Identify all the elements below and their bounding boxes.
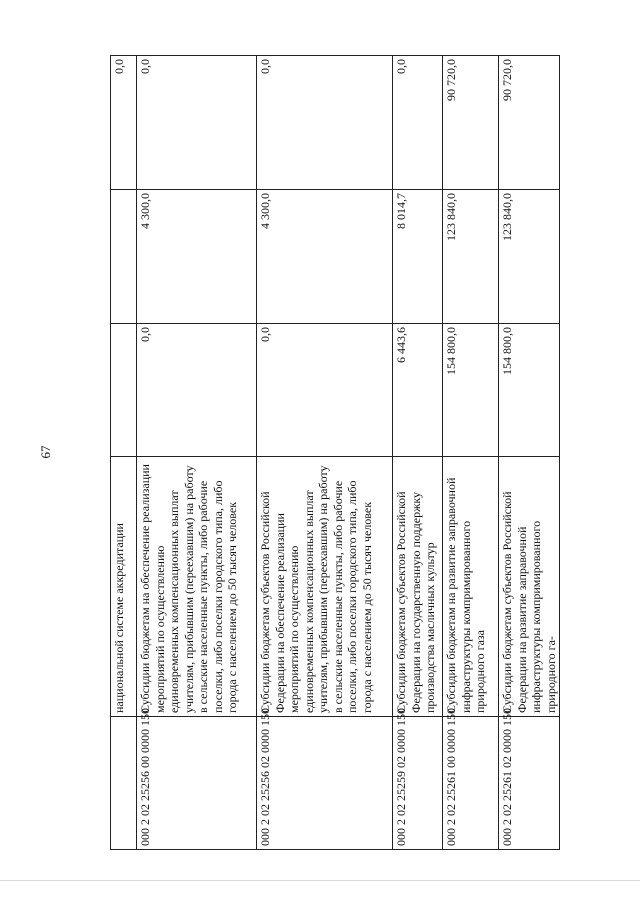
- budget-table: [110, 55, 560, 850]
- row-name: Субсидии бюджетам субъектов Российской Федерации на развитие заправочной инфраструктуры компримированного природного га-: [499, 457, 560, 717]
- row-value-3: 0,0: [137, 56, 257, 190]
- row-value-1: 6 443,6: [393, 324, 443, 457]
- row-code: [111, 717, 137, 850]
- row-name: Субсидии бюджетам субъектов Российской Федерации на государственную поддержку производства масличных культур: [393, 457, 443, 717]
- table-row: [443, 56, 499, 850]
- row-value-1: 154 800,0: [443, 324, 499, 457]
- row-value-1: [111, 324, 137, 457]
- row-code: 000 2 02 25256 00 0000 150: [137, 717, 257, 850]
- row-value-3: 90 720,0: [443, 56, 499, 190]
- row-value-2: 123 840,0: [443, 190, 499, 324]
- row-name: Субсидии бюджетам на развитие заправочной инфраструктуры компримированного природного газа: [443, 457, 499, 717]
- row-code: 000 2 02 25259 02 0000 150: [393, 717, 443, 850]
- budget-table-container: [110, 56, 558, 850]
- row-value-1: 0,0: [137, 324, 257, 457]
- row-value-3: 0,0: [111, 56, 137, 190]
- row-value-3: 90 720,0: [499, 56, 560, 190]
- row-value-3: 0,0: [393, 56, 443, 190]
- row-value-2: [111, 190, 137, 324]
- table-row: [499, 56, 560, 850]
- row-value-3: 0,0: [257, 56, 393, 190]
- row-value-1: 154 800,0: [499, 324, 560, 457]
- row-name: Субсидии бюджетам на обеспечение реализации мероприятий по осуществлению единовременных компенсационных выплат учителям, прибывшим (переехавшим) на работу в сельские населенные пункты, либо рабочие поселки, либо поселки городского типа, либо города с населением до 50 тысяч человек: [137, 457, 257, 717]
- table-row: [137, 56, 257, 850]
- row-value-2: 4 300,0: [257, 190, 393, 324]
- row-value-2: 123 840,0: [499, 190, 560, 324]
- row-value-1: 0,0: [257, 324, 393, 457]
- row-value-2: 4 300,0: [137, 190, 257, 324]
- scan-footer-line: [0, 880, 640, 881]
- row-code: 000 2 02 25256 02 0000 150: [257, 717, 393, 850]
- table-row: [257, 56, 393, 850]
- row-code: 000 2 02 25261 02 0000 150: [499, 717, 560, 850]
- table-row: [111, 56, 137, 850]
- row-name: Субсидии бюджетам субъектов Российской Федерации на обеспечение реализации мероприятий по осуществлению единовременных компенсационных выплат учителям, прибывшим (переехавшим) на работу в сельские населенные пункты, либо рабочие поселки, либо поселки городского типа, либо города с населением до 50 тысяч человек: [257, 457, 393, 717]
- row-name: национальной системе аккредитации: [111, 457, 137, 717]
- table-row: [393, 56, 443, 850]
- budget-table-rotated: [110, 56, 558, 850]
- row-code: 000 2 02 25261 00 0000 150: [443, 717, 499, 850]
- row-value-2: 8 014,7: [393, 190, 443, 324]
- page-number: 67: [38, 445, 53, 459]
